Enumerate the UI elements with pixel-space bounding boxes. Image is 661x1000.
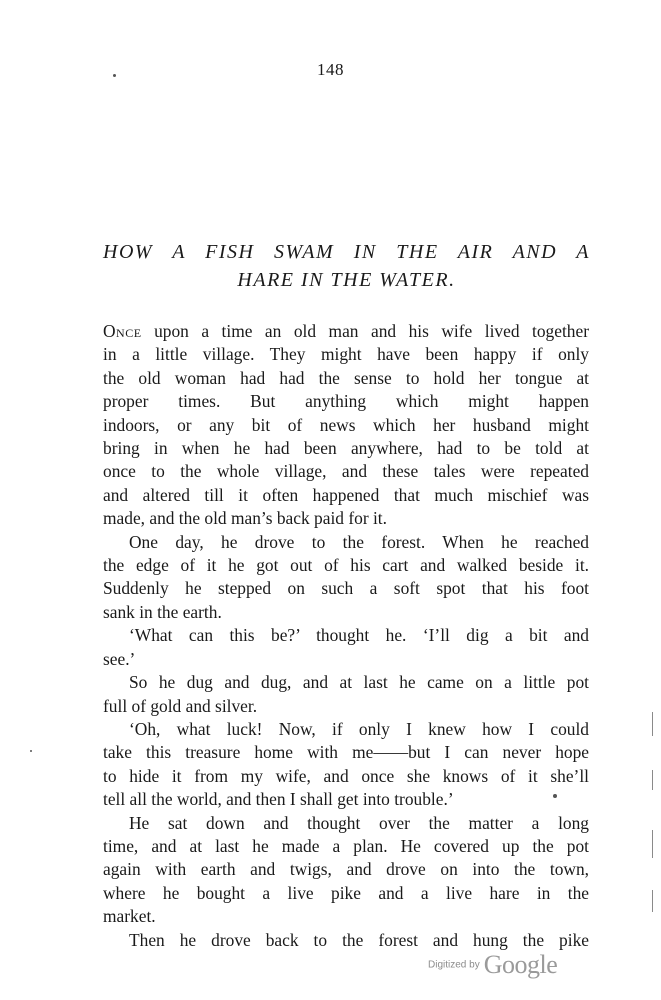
body-line: ‘Oh, what luck! Now, if only I knew how I could [129, 718, 589, 739]
body-line: bring in when he had been anywhere, had to be told at [103, 438, 589, 459]
scan-speck [113, 74, 116, 77]
body-line: He sat down and thought over the matter a long [129, 812, 589, 833]
body-line: Suddenly he stepped on such a soft spot that his foot [103, 578, 589, 599]
body-line: ‘What can this be?’ thought he. ‘I’ll dig a bit and [129, 625, 589, 646]
body-line: the edge of it he got out of his cart and walked beside it. [103, 555, 589, 576]
title-line-1: HOW A FISH SWAM IN THE AIR AND A [103, 241, 590, 263]
body-line: made, and the old man’s back paid for it. [103, 508, 387, 529]
page-number: 148 [317, 60, 344, 79]
body-line: once to the whole village, and these tales were repeated [103, 461, 589, 482]
title-line-2: HARE IN THE WATER. [237, 269, 456, 291]
margin-mark [652, 770, 653, 790]
body-line: to hide it from my wife, and once she knows of it she’ll [103, 765, 589, 786]
body-line: in a little village. They might have been happy if only [103, 344, 589, 365]
body-line: sank in the earth. [103, 601, 222, 622]
margin-mark [652, 712, 653, 736]
body-line: indoors, or any bit of news which her husband might [103, 414, 589, 435]
digitized-watermark [428, 950, 568, 982]
body-line: and altered till it often happened that much mischief was [103, 484, 589, 505]
body-line: Once upon a time an old man and his wife lived together [103, 321, 589, 341]
story-body [103, 320, 589, 952]
body-line: proper times. But anything which might happen [103, 391, 589, 412]
body-line: One day, he drove to the forest. When he reached [129, 531, 589, 552]
body-line: again with earth and twigs, and drove on into the town, [103, 859, 589, 880]
google-logo: Google [483, 950, 558, 979]
scan-speck [30, 750, 32, 752]
body-line: full of gold and silver. [103, 695, 258, 716]
body-line: see.’ [103, 648, 136, 669]
body-line: take this treasure home with me——but I can never hope [103, 742, 589, 763]
body-line: tell all the world, and then I shall get into trouble.’ [103, 789, 454, 810]
body-line: where he bought a live pike and a live hare in the [103, 882, 589, 903]
story-title [103, 240, 590, 293]
margin-mark [652, 890, 653, 912]
opening-word: Once [103, 321, 142, 341]
scan-speck [553, 794, 557, 798]
margin-mark [652, 830, 653, 858]
body-line: Then he drove back to the forest and hung the pike [129, 929, 589, 950]
digitized-label: Digitized by [428, 959, 480, 971]
body-line: time, and at last he made a plan. He covered up the pot [103, 835, 589, 856]
body-line: the old woman had had the sense to hold her tongue at [103, 367, 589, 388]
body-line: So he dug and dug, and at last he came on a little pot [129, 672, 589, 693]
body-line: market. [103, 906, 156, 927]
